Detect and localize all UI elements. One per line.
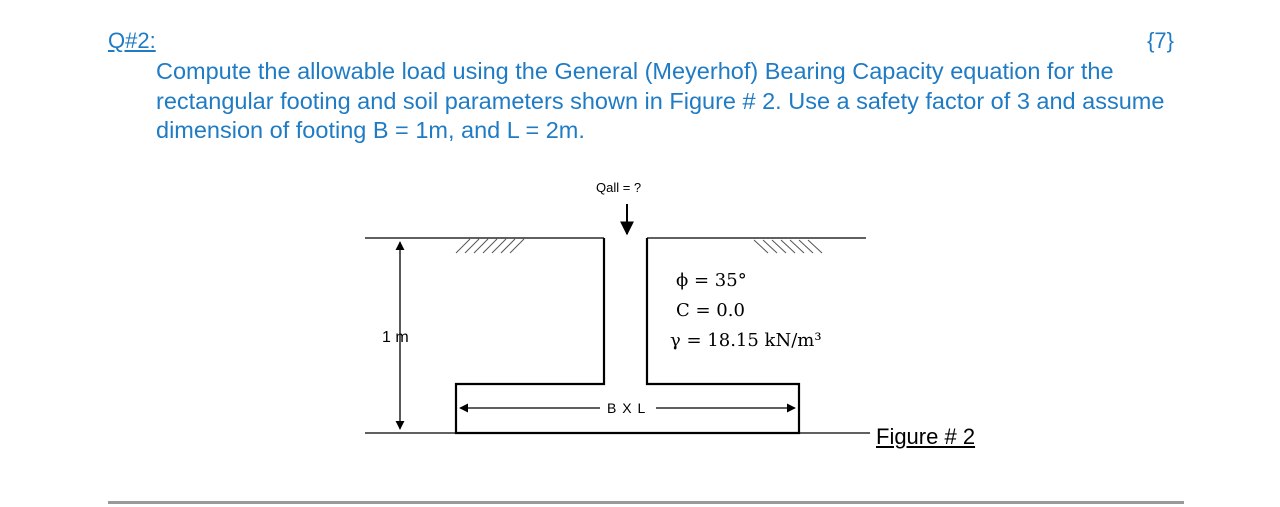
figure-caption: Figure # 2 (876, 424, 976, 449)
ground-hatch-right (754, 240, 822, 253)
divider-line (108, 501, 1184, 504)
question-number: Q#2: (108, 28, 156, 53)
unit-weight: γ = 18.15 kN/m³ (670, 330, 822, 351)
load-label: Qall = ? (596, 180, 642, 195)
footing-size-label: B X L (607, 400, 647, 416)
friction-angle: ϕ = 35° (676, 270, 747, 291)
ground-hatch-left (456, 239, 524, 253)
question-text: Compute the allowable load using the General (Meyerhof) Bearing Capacity equation for the rectangular footing and soil parameters shown in Figure # 2. Use a safety factor of 3 and assume dimension of footing B = 1m, and L = 2m. (156, 58, 1165, 143)
cohesion-value: C = 0.0 (676, 300, 745, 321)
question-marks: {7} (1147, 28, 1174, 53)
depth-label: 1 m (382, 329, 409, 346)
